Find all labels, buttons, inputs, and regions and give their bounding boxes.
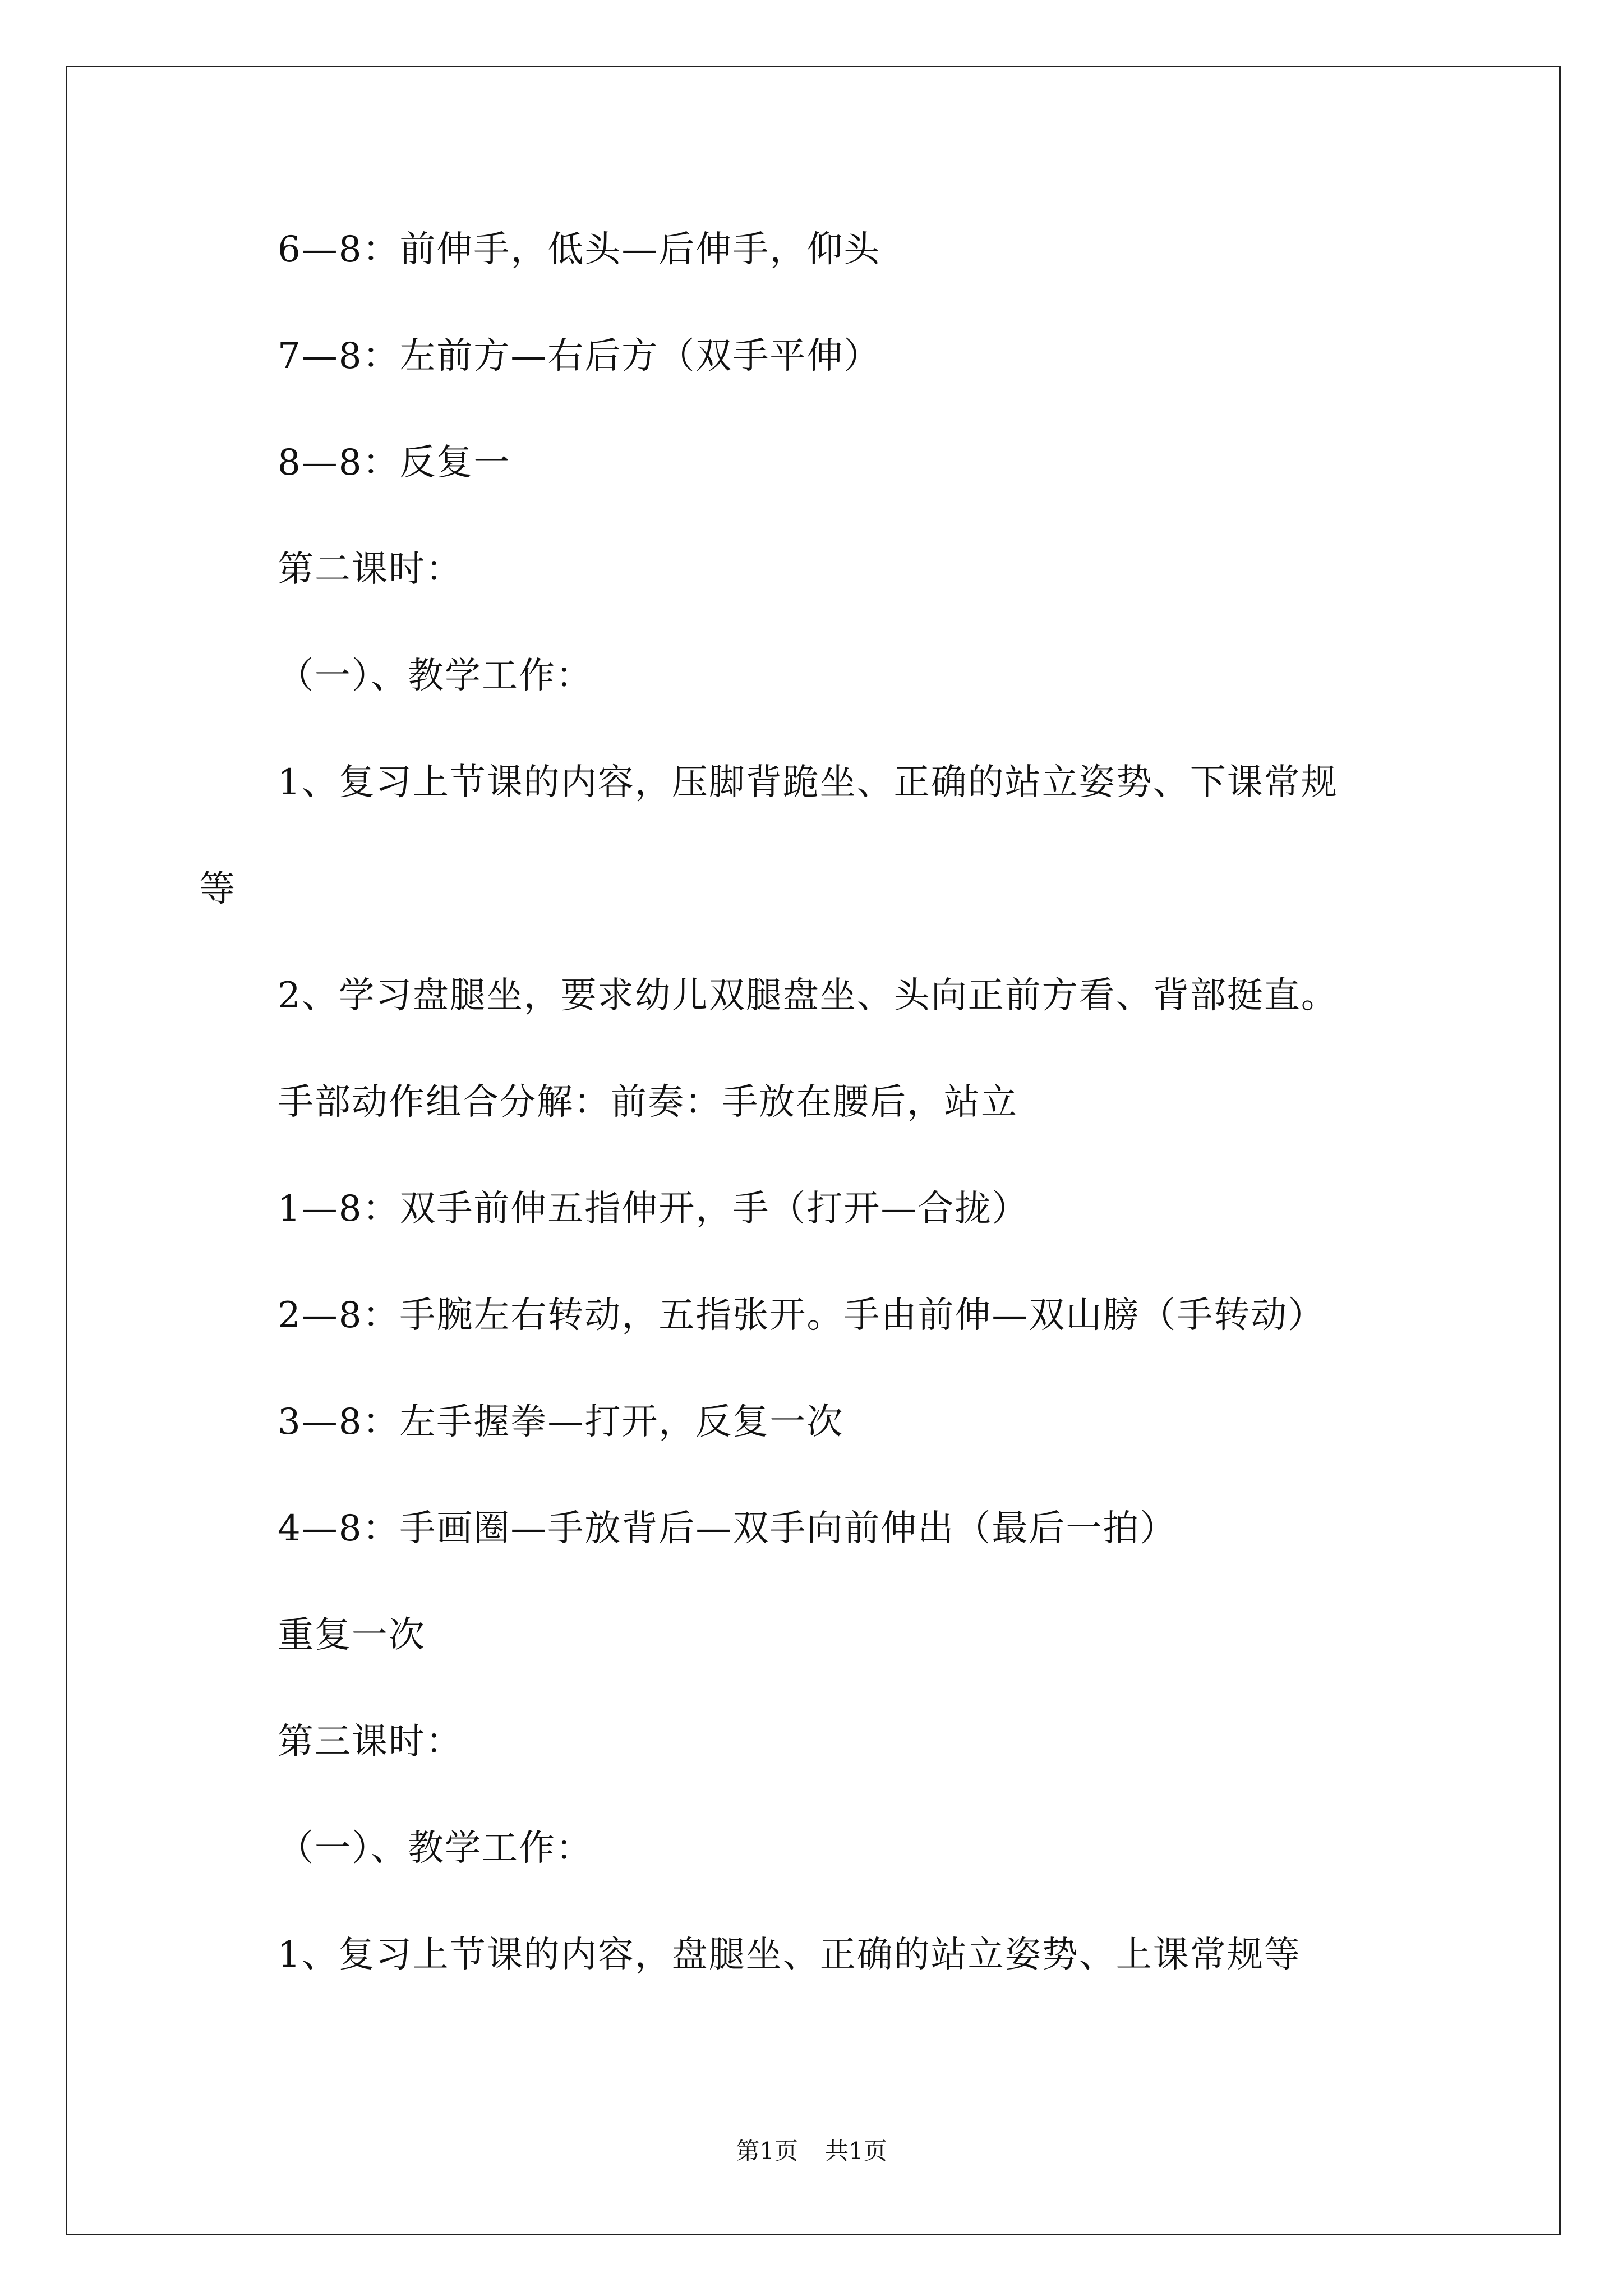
text-line: 2—8：手腕左右转动，五指张开。手由前伸—双山膀（手转动） — [278, 1295, 1325, 1336]
page-footer — [0, 2134, 1623, 2168]
text-line: 重复一次 — [278, 1614, 426, 1656]
text-line: 1、复习上节课的内容，压脚背跪坐、正确的站立姿势、下课常规 — [278, 762, 1338, 803]
text-line: 3—8：左手握拳—打开，反复一次 — [278, 1401, 844, 1443]
page-border — [66, 66, 1561, 2235]
text-line: 手部动作组合分解：前奏：手放在腰后，站立 — [278, 1082, 1018, 1123]
text-line: 7—8：左前方—右后方（双手平伸） — [278, 335, 881, 377]
section-heading: 第二课时： — [278, 549, 463, 590]
subsection-heading: （一）、教学工作： — [278, 655, 593, 697]
text-line: 1、复习上节课的内容，盘腿坐、正确的站立姿势、上课常规等 — [278, 1934, 1301, 1976]
text-line-continuation: 等 — [199, 868, 236, 910]
text-line: 2、学习盘腿坐，要求幼儿双腿盘坐、头向正前方看、背部挺直。 — [278, 975, 1338, 1016]
text-line: 1—8：双手前伸五指伸开，手（打开—合拢） — [278, 1188, 1029, 1230]
page-number: 第1页 — [736, 2137, 798, 2165]
text-line: 4—8：手画圈—手放背后—双手向前伸出（最后一拍） — [278, 1508, 1177, 1549]
text-line: 8—8：反复一 — [278, 442, 511, 484]
section-heading: 第三课时： — [278, 1721, 463, 1763]
text-line: 6—8：前伸手，低头—后伸手，仰头 — [278, 229, 881, 270]
page-total: 共1页 — [825, 2137, 887, 2165]
subsection-heading: （一）、教学工作： — [278, 1828, 593, 1869]
